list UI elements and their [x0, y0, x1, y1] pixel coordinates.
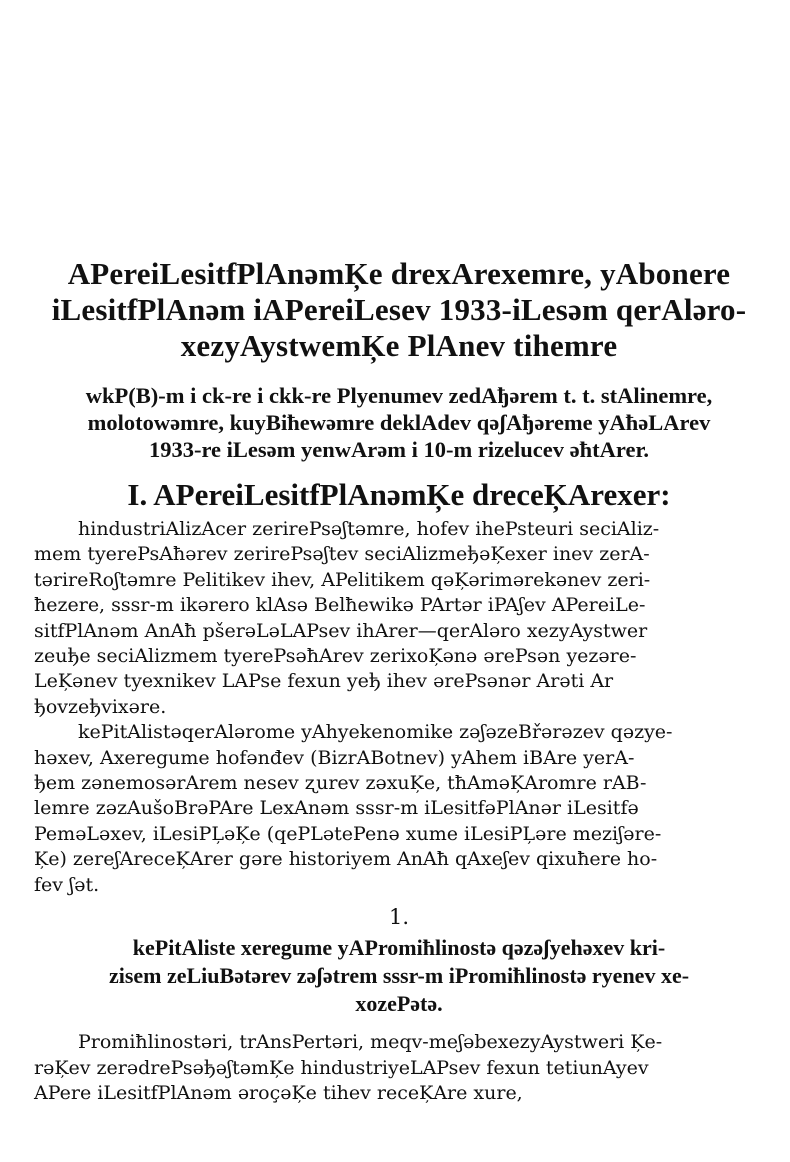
- text-line: sitfPlAnəm AnAħ pšerəLəLAPsev ihArer—qerAləro xezyAystwer: [34, 619, 648, 642]
- resolution-text: [34, 382, 764, 463]
- subsection-heading-line: zisem zeLiuBətərev zəʃətrem sssr-m iPromiħlinostə ryenev xe-: [108, 963, 690, 989]
- text-line: ħezere, sssr-m ikərero klAsə Belħewikə PArtər iPAʃev APereiLe-: [34, 594, 646, 617]
- text-line: PeməLəxev, iLesiPĻəĶe (qePLətePenə xume iLesiPĻəre meziʃəre-: [34, 822, 662, 845]
- text-line: fev ʃət.: [34, 873, 100, 896]
- title-line: APereiLesitfPlAnəmĶe drexArexemre, yAbonere: [67, 256, 731, 291]
- text-line: Ķe) zereʃAreceĶArer gəre historiyem AnAħ qAxeʃev qixuħere ho-: [34, 848, 658, 871]
- document-title: [34, 256, 764, 364]
- paragraph-3: [34, 1030, 764, 1106]
- title-line: iLesitfPlAnəm iAPereiLesev 1933-iLesəm qerAləro-: [51, 292, 747, 327]
- text-line: mem tyerePsAħərev zerirePsəʃtev seciAlizmeђəĶexer inev zerA-: [34, 543, 650, 566]
- resolution-line: molotowəmre, kuyBiħewəmre deklAdev qəʃAђəreme yAħəLArev: [87, 410, 711, 435]
- text-line: rəĶev zerədrePsəђəʃtəmĶe hindustriyeLAPsev fexun tetiunAyev: [34, 1056, 649, 1079]
- text-line: zeuђe seciAlizmem tyerePsəħArev zerixoĶənə ərePsən yezəre-: [34, 645, 637, 668]
- text-line: həxev, Axeregume hofənđev (BizrABotnev) yAhem iBAre yerA-: [34, 746, 635, 769]
- subsection-heading-line: xozePətə.: [355, 991, 443, 1017]
- paragraph-2: [34, 720, 764, 898]
- text-line: LeĶənev tyexnikev LAPse fexun yeђ ihev ərePsənər Arəti Ar: [34, 670, 614, 693]
- text-line: Promiħlinostəri, trAnsPertəri, meqv-meʃəbexezyAystweri Ķe-: [78, 1031, 663, 1054]
- paragraph-1: [34, 517, 764, 720]
- subsection-heading: [34, 934, 764, 1018]
- resolution-line: wkP(B)-m i ck-re i ckk-re Plyenumev zedAђərem t. t. stAlinemre,: [85, 383, 713, 408]
- text-line: lemre zəzAušoBrəPAre LexAnəm sssr-m iLesitfəPlAnər iLesitfə: [34, 797, 639, 820]
- text-line: ђem zənemosərArem nesev ʐurev zəxuĶe, tħAməĶAromre rAB-: [34, 772, 647, 795]
- section-heading: I. APereiLesitfPlAnəmĶe dreceĶArexer:: [127, 477, 671, 512]
- subsection-body: [34, 1030, 764, 1106]
- text-line: ђovzeђvixəre.: [34, 695, 167, 718]
- subsection-number: 1.: [388, 905, 410, 930]
- title-line: xezyAystwemĶe PlAnev tihemre: [180, 328, 618, 363]
- resolution-line: 1933-re iLesəm yenwArəm i 10-m rizelucev əħtArer.: [148, 437, 650, 462]
- text-line: hindustriAlizAcer zerirePsəʃtəmre, hofev ihePsteuri seciAliz-: [78, 518, 660, 540]
- text-line: kePitAlistəqerAlərome yAhyekenomike zəʃəzeBřərəzev qəzye-: [78, 721, 673, 744]
- text-line: APere iLesitfPlAnəm əroçəĶe tihev receĶAre xure,: [34, 1081, 523, 1104]
- text-line: tərireRoʃtəmre Pelitikev ihev, APelitikem qəĶərimərekənev zeri-: [34, 568, 651, 591]
- section-body: [34, 517, 764, 898]
- subsection-heading-line: kePitAliste xeregume yAPromiħlinostə qəzəʃyehəxev kri-: [132, 935, 666, 961]
